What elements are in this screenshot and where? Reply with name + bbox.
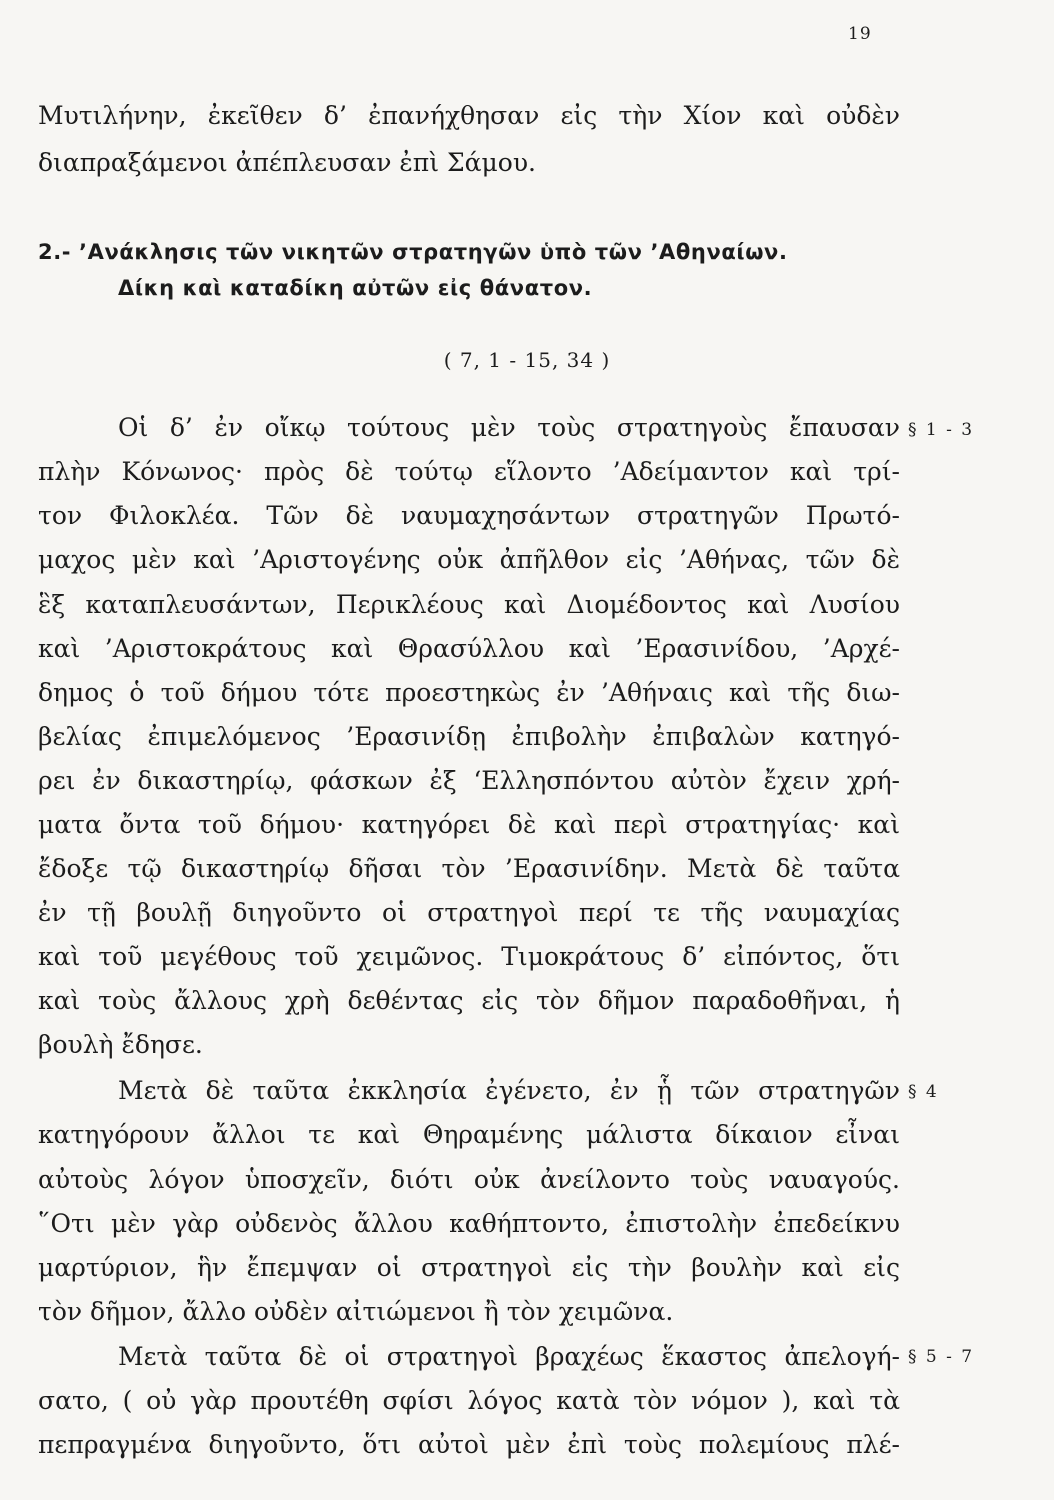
paragraph2-line-2: κατηγόρουν ἄλλοι τε καὶ Θηραμένης μάλιστα δίκαιον εἶναι <box>38 1120 900 1149</box>
paragraph1-line-14: καὶ τοὺς ἄλλους χρὴ δεθέντας εἰς τὸν δῆμον παραδοθῆναι, ἡ <box>38 986 900 1015</box>
paragraph1-line-8: βελίας ἐπιμελόμενος ’Ερασινίδῃ ἐπιβολὴν ἐπιβαλὼν κατηγό- <box>38 722 900 751</box>
margin-note-section-1-3: § 1 - 3 <box>908 420 975 440</box>
section-title-line-1: 2.- ’Ανάκλησις τῶν νικητῶν στρατηγῶν ὑπὸ τῶν ’Αθηναίων. <box>38 240 788 264</box>
paragraph2-line-1: Μετὰ δὲ ταῦτα ἐκκλησία ἐγένετο, ἐν ᾗ τῶν στρατηγῶν <box>118 1076 900 1105</box>
paragraph2-line-3: αὐτοὺς λόγον ὑποσχεῖν, διότι οὐκ ἀνείλοντο τοὺς ναυαγούς. <box>38 1165 900 1194</box>
section-title-line-2: Δίκη καὶ καταδίκη αὐτῶν εἰς θάνατον. <box>118 276 593 300</box>
paragraph1-line-15: βουλὴ ἔδησε. <box>38 1030 203 1059</box>
paragraph1-line-10: ματα ὄντα τοῦ δήμου· κατηγόρει δὲ καὶ περὶ στρατηγίας· καὶ <box>38 810 900 839</box>
paragraph2-line-6: τὸν δῆμον, ἄλλο οὐδὲν αἰτιώμενοι ἢ τὸν χειμῶνα. <box>38 1297 674 1326</box>
paragraph1-line-7: δημος ὁ τοῦ δήμου τότε προεστηκὼς ἐν ’Αθήναις καὶ τῆς διω- <box>38 678 900 707</box>
margin-note-section-4: § 4 <box>908 1082 939 1102</box>
section-reference: ( 7, 1 - 15, 34 ) <box>443 348 611 372</box>
paragraph1-line-11: ἔδοξε τῷ δικαστηρίῳ δῆσαι τὸν ’Ερασινίδην. Μετὰ δὲ ταῦτα <box>38 854 900 883</box>
paragraph1-line-3: τον Φιλοκλέα. Τῶν δὲ ναυμαχησάντων στρατηγῶν Πρωτό- <box>38 501 900 530</box>
paragraph3-line-1: Μετὰ ταῦτα δὲ οἱ στρατηγοὶ βραχέως ἕκαστος ἀπελογή- <box>118 1342 900 1371</box>
paragraph1-line-5: ἓξ καταπλευσάντων, Περικλέους καὶ Διομέδοντος καὶ Λυσίου <box>38 590 900 619</box>
paragraph3-line-2: σατο, ( οὐ γὰρ προυτέθη σφίσι λόγος κατὰ τὸν νόμον ), καὶ τὰ <box>38 1386 900 1415</box>
paragraph1-line-4: μαχος μὲν καὶ ’Αριστογένης οὐκ ἀπῆλθον εἰς ’Αθήνας, τῶν δὲ <box>38 545 900 574</box>
paragraph1-line-1: Οἱ δ’ ἐν οἴκῳ τούτους μὲν τοὺς στρατηγοὺς ἔπαυσαν <box>118 413 900 442</box>
paragraph1-line-13: καὶ τοῦ μεγέθους τοῦ χειμῶνος. Τιμοκράτους δ’ εἰπόντος, ὅτι <box>38 942 900 971</box>
paragraph2-line-5: μαρτύριον, ἣν ἔπεμψαν οἱ στρατηγοὶ εἰς τὴν βουλὴν καὶ εἰς <box>38 1253 900 1282</box>
paragraph1-line-6: καὶ ’Αριστοκράτους καὶ Θρασύλλου καὶ ’Ερασινίδου, ’Αρχέ- <box>38 634 900 663</box>
intro-line-2: διαπραξάμενοι ἀπέπλευσαν ἐπὶ Σάμου. <box>38 148 536 177</box>
paragraph1-line-9: ρει ἐν δικαστηρίῳ, φάσκων ἐξ ‘Ελλησπόντου αὐτὸν ἔχειν χρή- <box>38 766 900 795</box>
page-number: 19 <box>848 24 872 44</box>
margin-note-section-5-7: § 5 - 7 <box>908 1347 975 1367</box>
intro-line-1: Μυτιλήνην, ἐκεῖθεν δ’ ἐπανήχθησαν εἰς τὴν Χίον καὶ οὐδὲν <box>38 101 900 130</box>
paragraph1-line-12: ἐν τῇ βουλῇ διηγοῦντο οἱ στρατηγοὶ περί τε τῆς ναυμαχίας <box>38 898 900 927</box>
paragraph3-line-3: πεπραγμένα διηγοῦντο, ὅτι αὐτοὶ μὲν ἐπὶ τοὺς πολεμίους πλέ- <box>38 1430 900 1459</box>
paragraph2-line-4: ῞Οτι μὲν γὰρ οὐδενὸς ἄλλου καθήπτοντο, ἐπιστολὴν ἐπεδείκνυ <box>38 1209 900 1238</box>
paragraph1-line-2: πλὴν Κόνωνος· πρὸς δὲ τούτῳ εἵλοντο ’Αδείμαντον καὶ τρί- <box>38 457 900 486</box>
